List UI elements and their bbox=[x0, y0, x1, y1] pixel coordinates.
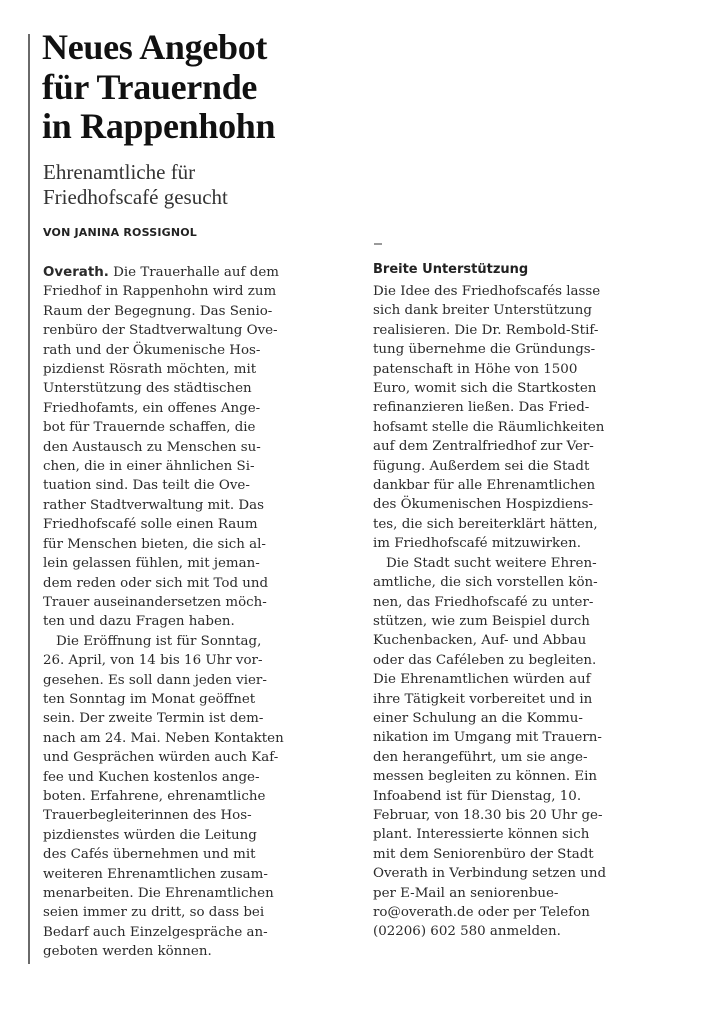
headline-line: Neues Angebot bbox=[42, 27, 268, 67]
decorative-dash bbox=[374, 243, 382, 245]
text-line: chen, die in einer ähnlichen Si- bbox=[43, 459, 255, 475]
text-line: oder das Caféleben zu begleiten. bbox=[373, 652, 597, 668]
text-line: Unterstützung des städtischen bbox=[43, 381, 252, 397]
text-line: Overath in Verbindung setzen und bbox=[373, 866, 607, 882]
text-line: tuation sind. Das teilt die Ove- bbox=[43, 478, 250, 494]
text-line: mit dem Seniorenbüro der Stadt bbox=[373, 846, 594, 862]
text-line: und Gesprächen würden auch Kaf- bbox=[43, 750, 279, 766]
text-line: den Austausch zu Menschen su- bbox=[43, 439, 261, 455]
text-line: nikation im Umgang mit Trauern- bbox=[373, 730, 602, 746]
text-line: weiteren Ehrenamtlichen zusam- bbox=[43, 866, 268, 882]
headline-line: in Rappenhohn bbox=[42, 106, 276, 146]
subheadline-line: Ehrenamtliche für bbox=[43, 160, 196, 184]
text-line: des Ökumenischen Hospizdiens- bbox=[373, 497, 593, 513]
byline: VON JANINA ROSSIGNOL bbox=[43, 226, 198, 239]
text-line: bot für Trauernde schaffen, die bbox=[43, 420, 256, 436]
text-line: 26. April, von 14 bis 16 Uhr vor- bbox=[43, 653, 263, 669]
text-line: realisieren. Die Dr. Rembold-Stif- bbox=[373, 322, 599, 338]
text-line: Die Eröffnung ist für Sonntag, bbox=[56, 633, 262, 649]
text-line: pizdienstes würden die Leitung bbox=[43, 827, 257, 843]
text-line: pizdienst Rösrath möchten, mit bbox=[43, 362, 257, 378]
text-line: tes, die sich bereiterklärt hätten, bbox=[373, 516, 598, 532]
first-line bbox=[43, 263, 313, 282]
text-line: nen, das Friedhofscafé zu unter- bbox=[373, 594, 594, 610]
text-line: Die Stadt sucht weitere Ehren- bbox=[386, 555, 597, 571]
text-line: Bedarf auch Einzelgespräche an- bbox=[43, 924, 268, 940]
text-line: ten Sonntag im Monat geöffnet bbox=[43, 691, 256, 707]
text-line: fügung. Außerdem sei die Stadt bbox=[373, 458, 590, 474]
text-line: Trauerbegleiterinnen des Hos- bbox=[43, 808, 252, 824]
text-line: per E-Mail an seniorenbue- bbox=[373, 885, 559, 901]
subheadline bbox=[43, 160, 363, 210]
text-line: den herangeführt, um sie ange- bbox=[373, 749, 588, 765]
headline bbox=[42, 28, 362, 147]
text-line: geboten werden können. bbox=[43, 944, 212, 960]
text-line: renbüro der Stadtverwaltung Ove- bbox=[43, 323, 278, 339]
headline-line: für Trauernde bbox=[42, 66, 258, 107]
text-line: gesehen. Es soll dann jeden vier- bbox=[43, 672, 267, 688]
text-line: rath und der Ökumenische Hos- bbox=[43, 342, 261, 358]
section-heading: Breite Unterstützung bbox=[373, 262, 529, 277]
text-line: sich dank breiter Unterstützung bbox=[373, 303, 592, 319]
text-line: fee und Kuchen kostenlos ange- bbox=[43, 769, 260, 785]
text-line: tung übernehme die Gründungs- bbox=[373, 342, 596, 358]
text-line: einer Schulung an die Kommu- bbox=[373, 710, 583, 726]
text-line: amtliche, die sich vorstellen kön- bbox=[373, 575, 598, 591]
dateline: Overath. bbox=[43, 265, 109, 280]
text-line: ten und dazu Fragen haben. bbox=[43, 614, 235, 630]
text-line: ihre Tätigkeit vorbereitet und in bbox=[373, 691, 593, 707]
text-line: seien immer zu dritt, so dass bei bbox=[43, 905, 265, 921]
column-rule bbox=[28, 34, 30, 964]
text-line: Trauer auseinandersetzen möch- bbox=[43, 594, 267, 610]
text-line: hofsamt stelle die Räumlichkeiten bbox=[373, 419, 605, 435]
text-line: Die Ehrenamtlichen würden auf bbox=[373, 672, 591, 688]
text-line: lein gelassen fühlen, mit jeman- bbox=[43, 556, 260, 572]
text-line: Kuchenbacken, Auf- und Abbau bbox=[373, 633, 587, 649]
subheadline-line: Friedhofscafé gesucht bbox=[43, 185, 228, 209]
left-column bbox=[43, 263, 313, 962]
text-line: Euro, womit sich die Startkosten bbox=[373, 381, 597, 397]
text-line: Februar, von 18.30 bis 20 Uhr ge- bbox=[373, 807, 603, 823]
text-line: Friedhofamts, ein offenes Ange- bbox=[43, 400, 261, 416]
text-line: nach am 24. Mai. Neben Kontakten bbox=[43, 730, 284, 746]
text-line: dem reden oder sich mit Tod und bbox=[43, 575, 269, 591]
text-line: Raum der Begegnung. Das Senio- bbox=[43, 303, 273, 319]
text-line: ro@overath.de oder per Telefon bbox=[373, 905, 590, 920]
text-line: sein. Der zweite Termin ist dem- bbox=[43, 711, 264, 727]
text-line: auf dem Zentralfriedhof zur Ver- bbox=[373, 439, 594, 455]
text-line: menarbeiten. Die Ehrenamtlichen bbox=[43, 886, 274, 901]
text-line: plant. Interessierte können sich bbox=[373, 827, 590, 843]
text-line: refinanzieren ließen. Das Fried- bbox=[373, 400, 590, 416]
text-line: Friedhofscafé solle einen Raum bbox=[43, 517, 258, 533]
text-line: für Menschen bieten, die sich al- bbox=[43, 536, 266, 552]
text-line: dankbar für alle Ehrenamtlichen bbox=[373, 478, 596, 494]
text-line: im Friedhofscafé mitzuwirken. bbox=[373, 536, 581, 552]
text-line: patenschaft in Höhe von 1500 bbox=[373, 361, 578, 377]
text-line: boten. Erfahrene, ehrenamtliche bbox=[43, 788, 266, 804]
text-line: Infoabend ist für Dienstag, 10. bbox=[373, 788, 582, 804]
text-line: rather Stadtverwaltung mit. Das bbox=[43, 497, 265, 513]
text-line: (02206) 602 580 anmelden. bbox=[373, 924, 561, 940]
first-line-text: Die Trauerhalle auf dem bbox=[108, 265, 279, 280]
text-line: messen begleiten zu können. Ein bbox=[373, 769, 598, 785]
text-line: des Cafés übernehmen und mit bbox=[43, 847, 256, 863]
text-line: stützen, wie zum Beispiel durch bbox=[373, 613, 590, 629]
text-line: Die Idee des Friedhofscafés lasse bbox=[373, 284, 601, 299]
text-line: Friedhof in Rappenhohn wird zum bbox=[43, 284, 277, 300]
right-column bbox=[373, 282, 648, 942]
